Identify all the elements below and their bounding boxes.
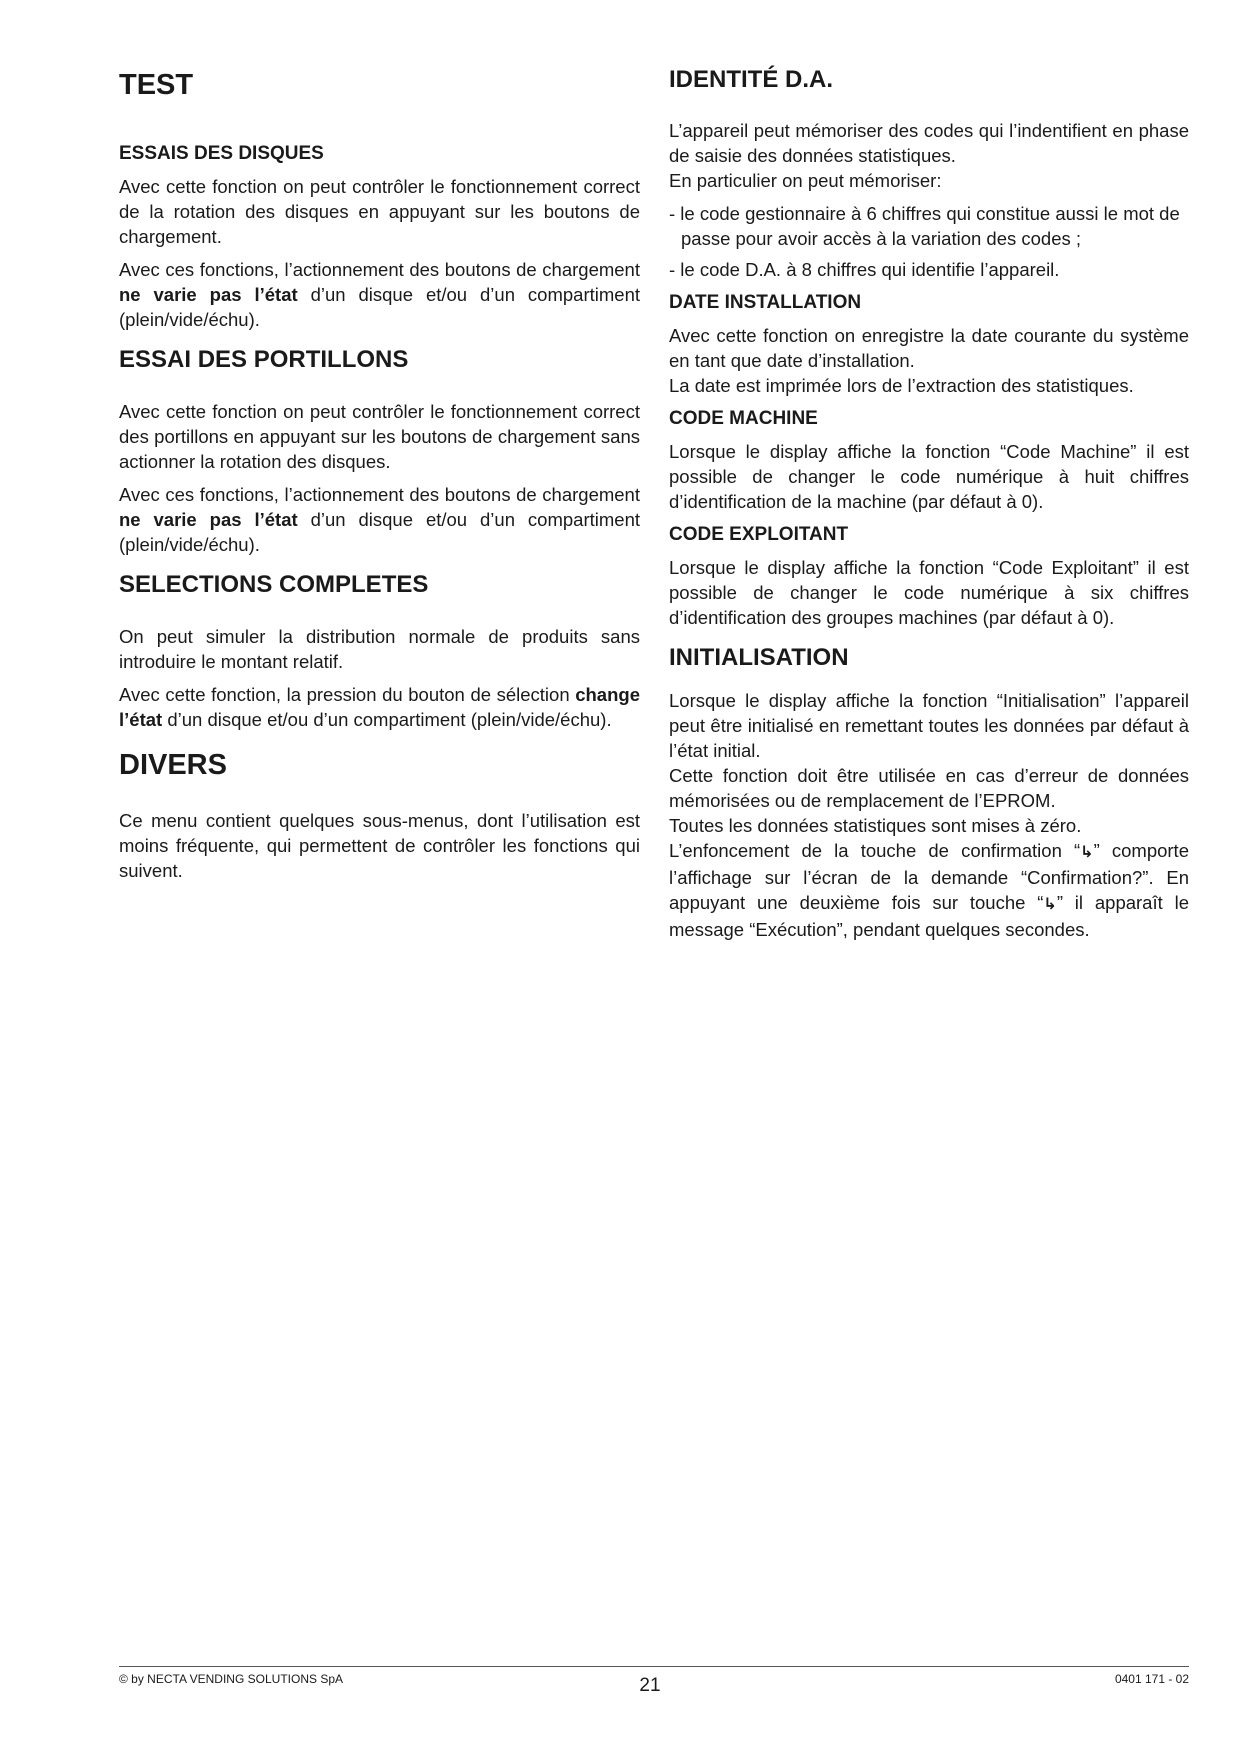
paragraph: Avec cette fonction on peut contrôler le fonctionnement correct de la rotation des disques en appuyant sur les boutons de chargement.	[119, 176, 640, 247]
paragraph: Toutes les données statistiques sont mises à zéro.	[669, 815, 1082, 836]
code-list	[669, 201, 1189, 282]
section-essai-portillons	[119, 340, 640, 557]
section-heading: ESSAI DES PORTILLONS	[119, 346, 409, 373]
right-column	[669, 60, 1189, 950]
text-run: Avec ces fonctions, l’actionnement des boutons de chargement	[119, 484, 640, 505]
text-run: Avec cette fonction, la pression du bouton de sélection	[119, 684, 576, 705]
paragraph: Lorsque le display affiche la fonction “Code Machine” il est possible de changer le code numérique à huit chiffres d’identification de la machine (par défaut à 0).	[669, 441, 1189, 512]
paragraph	[119, 682, 640, 732]
footer-divider	[119, 1666, 1189, 1667]
left-column	[119, 60, 640, 891]
enter-key-icon: ↳	[1080, 844, 1094, 861]
subsection-title: CODE MACHINE	[669, 408, 818, 429]
section-heading: INITIALISATION	[669, 644, 849, 671]
bold-text: change l’état	[119, 684, 640, 730]
text-run: d’un disque et/ou d’un compartiment (plein/vide/échu).	[119, 284, 640, 330]
document-code: 0401 171 - 02	[1114, 1672, 1189, 1686]
paragraph: En particulier on peut mémoriser:	[669, 170, 942, 191]
paragraph	[119, 482, 640, 557]
text-run: d’un disque et/ou d’un compartiment (plein/vide/échu).	[119, 509, 640, 555]
section-identite	[669, 60, 1189, 282]
paragraph: Lorsque le display affiche la fonction “Initialisation” l’appareil peut être initialisé en remettant toutes les données par défaut à l’état initial.	[669, 690, 1189, 761]
text-run: L’enfoncement de la touche de confirmation “	[669, 840, 1081, 861]
section-code-exploitant	[669, 522, 1189, 630]
paragraph	[669, 838, 1189, 942]
page-number: 21	[639, 1675, 661, 1696]
paragraph	[119, 257, 640, 332]
enter-key-icon: ↳	[1043, 896, 1057, 913]
section-essais-disques	[119, 141, 640, 332]
section-heading: SELECTIONS COMPLETES	[119, 571, 429, 598]
subsection-title: ESSAIS DES DISQUES	[119, 143, 324, 164]
list-item: - le code D.A. à 8 chiffres qui identifie l’appareil.	[669, 259, 1060, 280]
section-initialisation	[669, 638, 1189, 942]
section-title-divers: DIVERS	[119, 749, 227, 781]
text-run: Avec ces fonctions, l’actionnement des boutons de chargement	[119, 259, 640, 280]
text-run: d’un disque et/ou d’un compartiment (plein/vide/échu).	[162, 709, 612, 730]
section-heading: IDENTITÉ D.A.	[669, 66, 834, 93]
text-run: ” il apparaît le message “Exécution”, pendant quelques secondes.	[669, 892, 1189, 940]
subsection-title: DATE INSTALLATION	[669, 292, 862, 313]
paragraph: Avec cette fonction on peut contrôler le fonctionnement correct des portillons en appuyant sur les boutons de chargement sans actionner la rotation des disques.	[119, 401, 640, 472]
bold-text: ne varie pas l’état	[119, 509, 298, 530]
text-run: ” comporte l’affichage sur l’écran de la demande “Confirmation?”. En appuyant une deuxième fois sur touche “	[669, 840, 1189, 913]
subsection-title: CODE EXPLOITANT	[669, 524, 849, 545]
bold-text: ne varie pas l’état	[119, 284, 298, 305]
footer-copyright: © by NECTA VENDING SOLUTIONS SpA	[119, 1672, 344, 1686]
list-item: - le code gestionnaire à 6 chiffres qui constitue aussi le mot de passe pour avoir accès à la variation des codes ;	[669, 203, 1180, 249]
section-code-machine	[669, 406, 1189, 514]
paragraph: On peut simuler la distribution normale de produits sans introduire le montant relatif.	[119, 626, 640, 672]
section-date-installation	[669, 290, 1189, 398]
paragraph: L’appareil peut mémoriser des codes qui l’indentifient en phase de saisie des données statistiques.	[669, 120, 1189, 166]
paragraph: Ce menu contient quelques sous-menus, dont l’utilisation est moins fréquente, qui permettent de contrôler les fonctions qui suivent.	[119, 810, 640, 881]
section-selections	[119, 565, 640, 732]
paragraph: La date est imprimée lors de l’extraction des statistiques.	[669, 375, 1134, 396]
paragraph: Cette fonction doit être utilisée en cas d’erreur de données mémorisées ou de remplacement de l’EPROM.	[669, 765, 1189, 811]
paragraph: Avec cette fonction on enregistre la date courante du système en tant que date d’installation.	[669, 325, 1189, 371]
paragraph: Lorsque le display affiche la fonction “Code Exploitant” il est possible de changer le code numérique à six chiffres d’identification des groupes machines (par défaut à 0).	[669, 557, 1189, 628]
section-title-test: TEST	[119, 69, 194, 101]
